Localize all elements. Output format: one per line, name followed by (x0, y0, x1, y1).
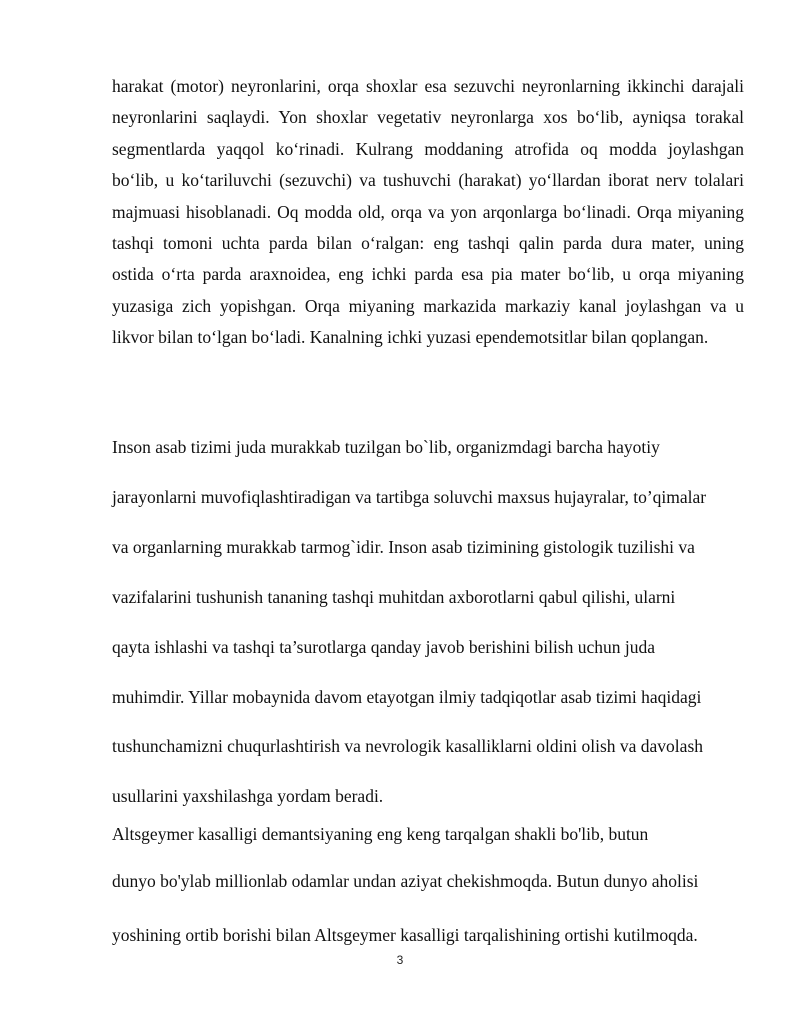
text-line: jarayonlarni muvofiqlashtiradigan va tartibga soluvchi maxsus hujayralar, to’qimalar (112, 486, 707, 507)
paragraph-spinal-cord (112, 71, 744, 354)
text-line: likvor bilan to‘lgan bo‘ladi. Kanalning ichki yuzasi ependemotsitlar bilan qoplangan. (112, 327, 709, 348)
text-line: Inson asab tizimi juda murakkab tuzilgan bo`lib, organizmdagi barcha hayotiy (112, 437, 660, 457)
text-line: tashqi tomoni uchta parda bilan o‘ralgan: eng tashqi qalin parda dura mater, uning (112, 232, 744, 253)
text-line: harakat (motor) neyronlarini, orqa shoxlar esa sezuvchi neyronlarning ikkinchi darajali (112, 76, 744, 96)
text-line: neyronlarini saqlaydi. Yon shoxlar vegetativ neyronlarga xos bo‘lib, ayniqsa torakal (112, 107, 744, 128)
text-line: muhimdir. Yillar mobaynida davom etayotgan ilmiy tadqiqotlar asab tizimi haqidagi (112, 686, 702, 707)
text-line: Altsgeymer kasalligi demantsiyaning eng keng tarqalgan shakli bo'lib, butun (112, 824, 649, 844)
text-line: bo‘lib, u ko‘tariluvchi (sezuvchi) va tushuvchi (harakat) yo‘llardan iborat nerv tolalari (112, 170, 744, 191)
text-line: yuzasiga zich yopishgan. Orqa miyaning markazida markaziy kanal joylashgan va u (112, 295, 744, 316)
text-line: qayta ishlashi va tashqi ta’surotlarga qanday javob berishini bilish uchun juda (112, 636, 656, 657)
text-line: va organlarning murakkab tarmog`idir. Inson asab tizimining gistologik tuzilishi va (112, 536, 695, 557)
text-line: majmuasi hisoblanadi. Oq modda old, orqa va yon arqonlarga bo‘linadi. Orqa miyaning (112, 201, 744, 222)
paragraph-nervous-system (112, 423, 752, 822)
text-line: yoshining ortib borishi bilan Altsgeymer kasalligi tarqalishining ortishi kutilmoqda. (112, 925, 698, 945)
text-line: ostida o‘rta parda araxnoidea, eng ichki parda esa pia mater bo‘lib, u orqa miyaning (112, 264, 744, 285)
text-line: dunyo bo'ylab millionlab odamlar undan aziyat chekishmoqda. Butun dunyo aholisi (112, 871, 699, 891)
page-number: 3 (396, 953, 404, 967)
text-line: usullarini yaxshilashga yordam beradi. (112, 786, 384, 807)
text-line: tushunchamizni chuqurlashtirish va nevrologik kasalliklarni oldini olish va davolash (112, 736, 704, 757)
text-line: segmentlarda yaqqol ko‘rinadi. Kulrang moddaning atrofida oq modda joylashgan (112, 138, 744, 159)
text-line: vazifalarini tushunish tananing tashqi muhitdan axborotlarni qabul qilishi, ularni (112, 586, 676, 607)
